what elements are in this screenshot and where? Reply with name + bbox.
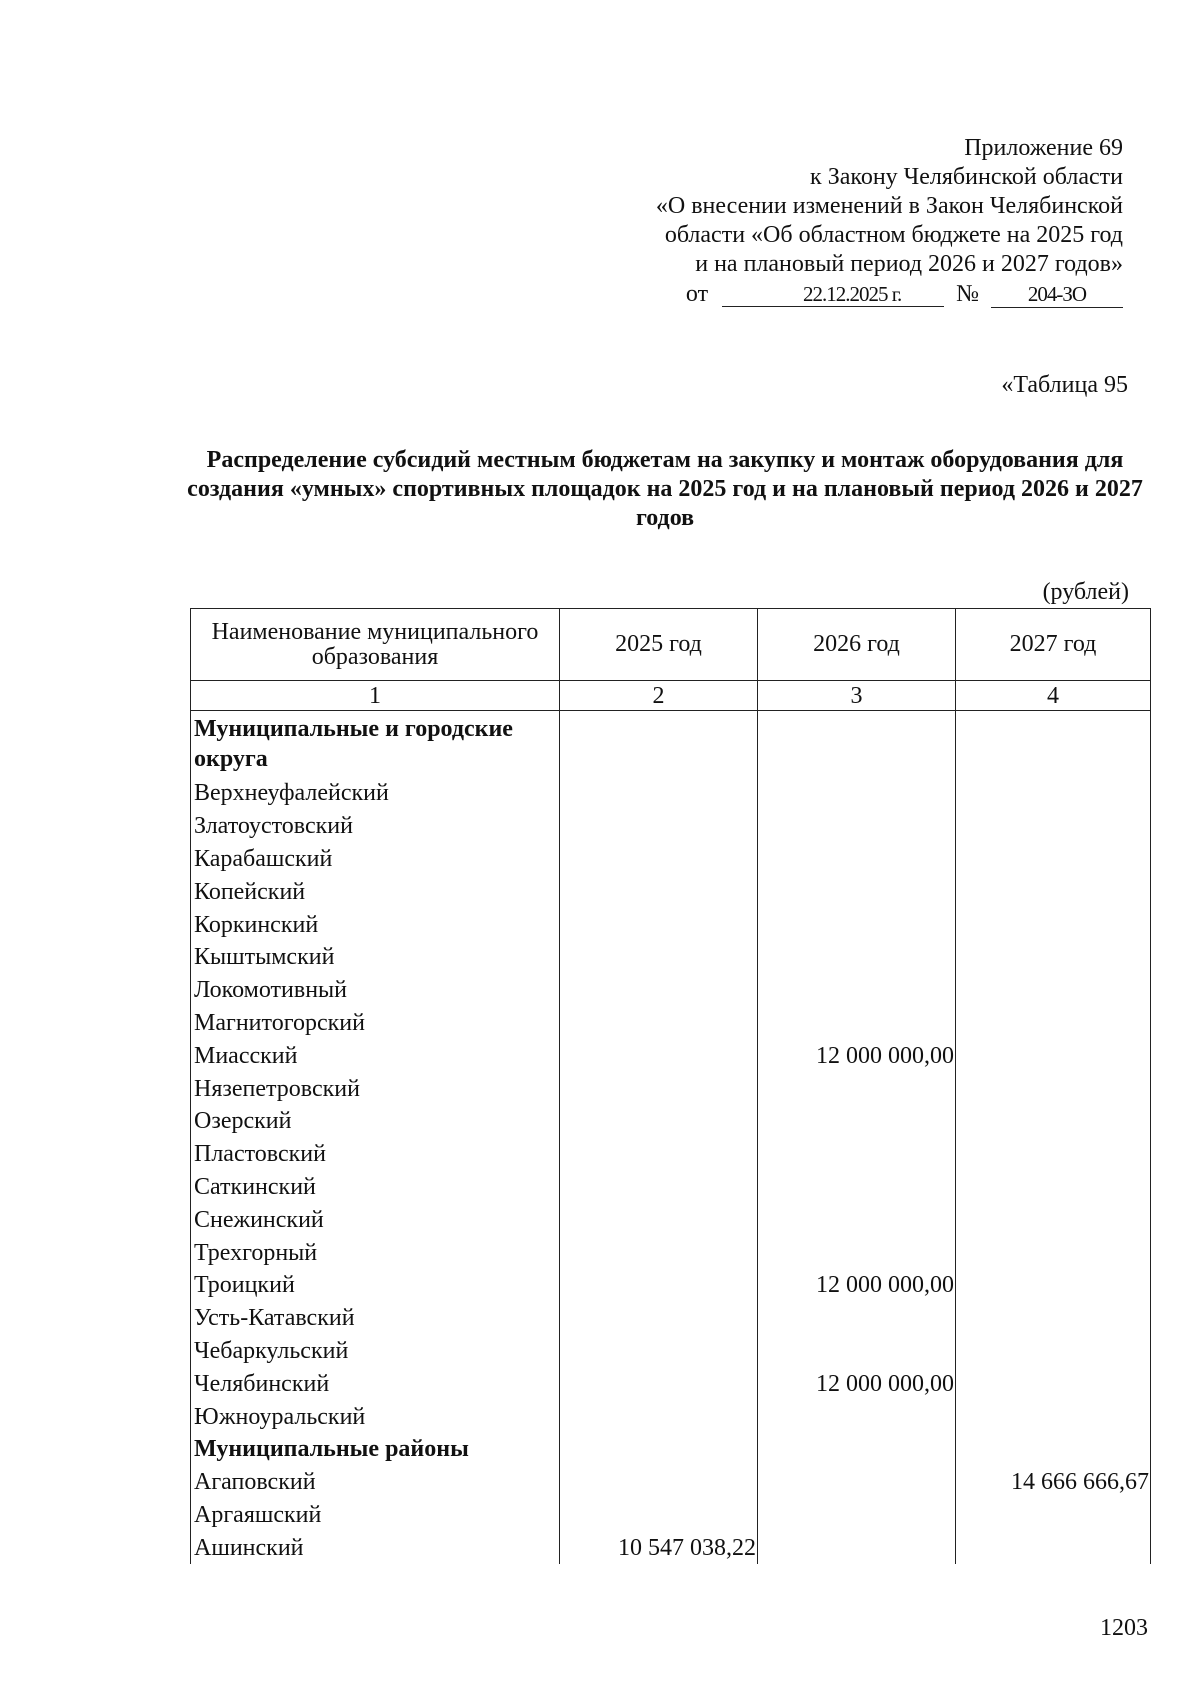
subsidy-table xyxy=(190,608,1151,1564)
value-2026 xyxy=(758,777,956,810)
value-2025 xyxy=(560,1138,758,1171)
law-number: 204-ЗО xyxy=(991,283,1123,308)
value-2025 xyxy=(560,1367,758,1400)
table-row xyxy=(191,875,1151,908)
table-group-row xyxy=(191,1433,1151,1466)
value-2025 xyxy=(560,777,758,810)
law-date-number-line xyxy=(656,280,1123,309)
value-2026 xyxy=(758,1072,956,1105)
value-2025: 10 547 038,22 xyxy=(560,1531,758,1564)
appendix-header xyxy=(656,134,1123,309)
value-2025 xyxy=(560,1236,758,1269)
appendix-line: к Закону Челябинской области xyxy=(810,164,1123,190)
value-2026 xyxy=(758,1335,956,1368)
appendix-line: «О внесении изменений в Закон Челябинской xyxy=(655,193,1123,219)
value-2027 xyxy=(956,777,1151,810)
table-row xyxy=(191,908,1151,941)
table-row xyxy=(191,1499,1151,1532)
appendix-line: Приложение 69 xyxy=(964,135,1123,161)
value-2027 xyxy=(956,711,1151,778)
value-2025 xyxy=(560,1072,758,1105)
value-2025 xyxy=(560,1400,758,1433)
municipality-name: Карабашский xyxy=(191,843,560,876)
value-2026 xyxy=(758,875,956,908)
value-2025 xyxy=(560,1105,758,1138)
value-2027 xyxy=(956,1236,1151,1269)
value-2027 xyxy=(956,974,1151,1007)
table-row xyxy=(191,843,1151,876)
table-row xyxy=(191,777,1151,810)
value-2027: 14 666 666,67 xyxy=(956,1466,1151,1499)
document-title: Распределение субсидий местным бюджетам на закупку и монтаж оборудования для создания «умных» спортивных площадок на 2025 год и на плановый период 2026 и 2027 годов xyxy=(187,447,1143,531)
municipality-name: Магнитогорский xyxy=(191,1007,560,1040)
municipality-name: Миасский xyxy=(191,1039,560,1072)
table-row xyxy=(191,1466,1151,1499)
municipality-name: Ашинский xyxy=(191,1531,560,1564)
value-2026 xyxy=(758,1105,956,1138)
value-2027 xyxy=(956,1138,1151,1171)
value-2026 xyxy=(758,1138,956,1171)
value-2026 xyxy=(758,1236,956,1269)
page-number: 1203 xyxy=(1100,1615,1148,1641)
municipality-name: Пластовский xyxy=(191,1138,560,1171)
value-2027 xyxy=(956,908,1151,941)
value-2025 xyxy=(560,1039,758,1072)
value-2027 xyxy=(956,1433,1151,1466)
municipality-name: Нязепетровский xyxy=(191,1072,560,1105)
value-2026 xyxy=(758,941,956,974)
table-row xyxy=(191,974,1151,1007)
value-2025 xyxy=(560,1171,758,1204)
value-2026 xyxy=(758,1499,956,1532)
table-row xyxy=(191,1367,1151,1400)
header-2027: 2027 год xyxy=(956,609,1151,681)
municipality-name: Челябинский xyxy=(191,1367,560,1400)
value-2026 xyxy=(758,908,956,941)
municipality-name: Саткинский xyxy=(191,1171,560,1204)
value-2025 xyxy=(560,1007,758,1040)
column-number: 2 xyxy=(560,681,758,711)
value-2027 xyxy=(956,843,1151,876)
value-2027 xyxy=(956,1203,1151,1236)
appendix-line: области «Об областном бюджете на 2025 год xyxy=(664,222,1123,248)
municipality-name: Аргаяшский xyxy=(191,1499,560,1532)
value-2027 xyxy=(956,1367,1151,1400)
value-2025 xyxy=(560,875,758,908)
value-2025 xyxy=(560,1433,758,1466)
value-2025 xyxy=(560,711,758,778)
header-municipality: Наименование муниципального образования xyxy=(191,609,560,681)
table-row xyxy=(191,1400,1151,1433)
value-2026 xyxy=(758,843,956,876)
value-2026 xyxy=(758,1007,956,1040)
municipality-name: Снежинский xyxy=(191,1203,560,1236)
municipality-name: Озерский xyxy=(191,1105,560,1138)
table-row xyxy=(191,1171,1151,1204)
value-2025 xyxy=(560,941,758,974)
municipality-name: Коркинский xyxy=(191,908,560,941)
table-row xyxy=(191,1236,1151,1269)
value-2025 xyxy=(560,1499,758,1532)
header-2025: 2025 год xyxy=(560,609,758,681)
table-row xyxy=(191,1072,1151,1105)
table-row xyxy=(191,1269,1151,1302)
value-2027 xyxy=(956,1400,1151,1433)
table-row xyxy=(191,941,1151,974)
number-label: № xyxy=(956,281,979,307)
value-2025 xyxy=(560,974,758,1007)
value-2027 xyxy=(956,875,1151,908)
table-body xyxy=(191,711,1151,1565)
value-2027 xyxy=(956,1531,1151,1564)
value-2025 xyxy=(560,1203,758,1236)
value-2025 xyxy=(560,1269,758,1302)
municipality-name: Кыштымский xyxy=(191,941,560,974)
municipality-name: Копейский xyxy=(191,875,560,908)
value-2025 xyxy=(560,843,758,876)
column-number: 3 xyxy=(758,681,956,711)
from-label: от xyxy=(685,281,709,307)
municipality-name: Южноуральский xyxy=(191,1400,560,1433)
value-2027 xyxy=(956,1335,1151,1368)
value-2025 xyxy=(560,810,758,843)
value-2026 xyxy=(758,711,956,778)
municipality-name: Верхнеуфалейский xyxy=(191,777,560,810)
value-2026 xyxy=(758,810,956,843)
table-header-row xyxy=(191,609,1151,681)
table-row xyxy=(191,1007,1151,1040)
value-2027 xyxy=(956,810,1151,843)
value-2025 xyxy=(560,1302,758,1335)
municipality-name: Златоустовский xyxy=(191,810,560,843)
value-2025 xyxy=(560,1335,758,1368)
value-2027 xyxy=(956,1007,1151,1040)
value-2026 xyxy=(758,1466,956,1499)
value-2026: 12 000 000,00 xyxy=(758,1367,956,1400)
value-2026: 12 000 000,00 xyxy=(758,1269,956,1302)
table-row xyxy=(191,810,1151,843)
municipality-name: Муниципальные районы xyxy=(191,1433,560,1466)
value-2026 xyxy=(758,1433,956,1466)
value-2025 xyxy=(560,1466,758,1499)
value-2026: 12 000 000,00 xyxy=(758,1039,956,1072)
municipality-name: Трехгорный xyxy=(191,1236,560,1269)
value-2027 xyxy=(956,1302,1151,1335)
table-row xyxy=(191,1039,1151,1072)
table-row xyxy=(191,1335,1151,1368)
column-number: 1 xyxy=(191,681,560,711)
municipality-name: Локомотивный xyxy=(191,974,560,1007)
value-2026 xyxy=(758,974,956,1007)
value-2027 xyxy=(956,1039,1151,1072)
column-number-row xyxy=(191,681,1151,711)
value-2026 xyxy=(758,1400,956,1433)
value-2027 xyxy=(956,1171,1151,1204)
value-2026 xyxy=(758,1171,956,1204)
value-2027 xyxy=(956,1072,1151,1105)
value-2027 xyxy=(956,1499,1151,1532)
value-2027 xyxy=(956,1105,1151,1138)
value-2025 xyxy=(560,908,758,941)
column-number: 4 xyxy=(956,681,1151,711)
header-2026: 2026 год xyxy=(758,609,956,681)
value-2027 xyxy=(956,941,1151,974)
table-reference: «Таблица 95 xyxy=(1001,372,1128,398)
law-date: 22.12.2025 г. xyxy=(722,283,944,307)
table-row xyxy=(191,1105,1151,1138)
value-2026 xyxy=(758,1203,956,1236)
value-2026 xyxy=(758,1302,956,1335)
municipality-name: Муниципальные и городские округа xyxy=(191,711,560,778)
municipality-name: Троицкий xyxy=(191,1269,560,1302)
value-2026 xyxy=(758,1531,956,1564)
table-row xyxy=(191,1138,1151,1171)
table-group-row xyxy=(191,711,1151,778)
appendix-line: и на плановый период 2026 и 2027 годов» xyxy=(695,251,1123,277)
municipality-name: Чебаркульский xyxy=(191,1335,560,1368)
table-row xyxy=(191,1531,1151,1564)
units-label: (рублей) xyxy=(1042,579,1129,605)
table-row xyxy=(191,1302,1151,1335)
municipality-name: Усть-Катавский xyxy=(191,1302,560,1335)
table-row xyxy=(191,1203,1151,1236)
value-2027 xyxy=(956,1269,1151,1302)
municipality-name: Агаповский xyxy=(191,1466,560,1499)
